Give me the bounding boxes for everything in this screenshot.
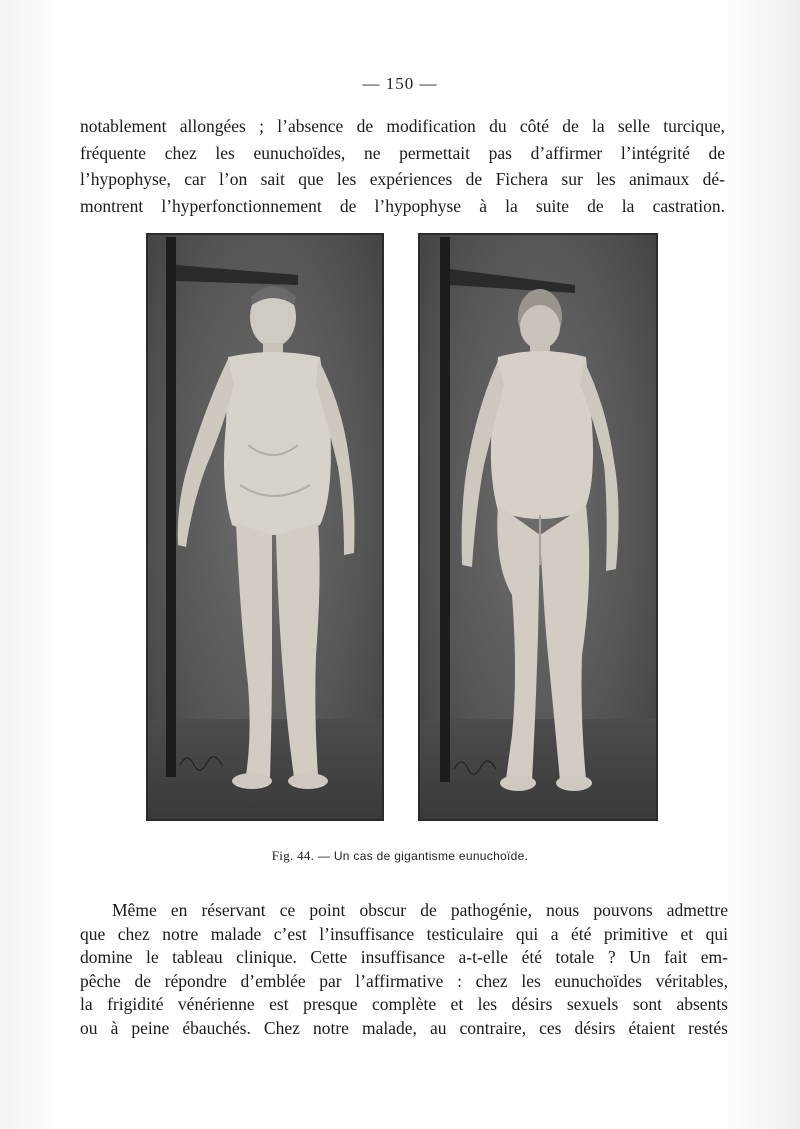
text-line: domine le tableau clinique. Cette insuffisance a-t-elle été totale ? Un fait em- xyxy=(80,947,728,967)
text-line: Même en réservant ce point obscur de pathogénie, nous pouvons admettre xyxy=(112,900,728,920)
text-line: que chez notre malade c’est l’insuffisance testiculaire qui a été primitive et qui xyxy=(80,923,728,944)
photo-front-view xyxy=(146,233,384,821)
photo-back-view xyxy=(418,233,658,821)
text-line: notablement allongées ; l’absence de modification du côté de la selle turcique, xyxy=(80,116,725,136)
bottom-paragraph xyxy=(80,899,728,1040)
text-line: ou à peine ébauchés. Chez notre malade, au contraire, ces désirs étaient restés xyxy=(80,1017,728,1038)
text-line: la frigidité vénérienne est presque complète et les désirs sexuels sont absents xyxy=(80,994,728,1014)
page-number: — 150 — xyxy=(362,74,438,93)
figure-label: Fig. 44. xyxy=(271,848,315,863)
text-line: pêche de répondre d’emblée par l’affirmative : chez les eunuchoïdes véritables, xyxy=(80,970,728,991)
text-line: l’hypophyse, car l’on sait que les expériences de Fichera sur les animaux dé- xyxy=(80,169,725,189)
figure-44 xyxy=(146,233,658,821)
text-line: montrent l’hyperfonctionnement de l’hypophyse à la suite de la castration. xyxy=(80,195,725,216)
figure-caption xyxy=(0,848,800,864)
back-figure-illustration xyxy=(420,235,658,821)
top-paragraph xyxy=(80,113,725,219)
figure-caption-text: — Un cas de gigantisme eunuchoïde. xyxy=(317,849,529,863)
text-line: fréquente chez les eunuchoïdes, ne permettait pas d’affirmer l’intégrité de xyxy=(80,142,725,163)
front-figure-illustration xyxy=(148,235,384,821)
